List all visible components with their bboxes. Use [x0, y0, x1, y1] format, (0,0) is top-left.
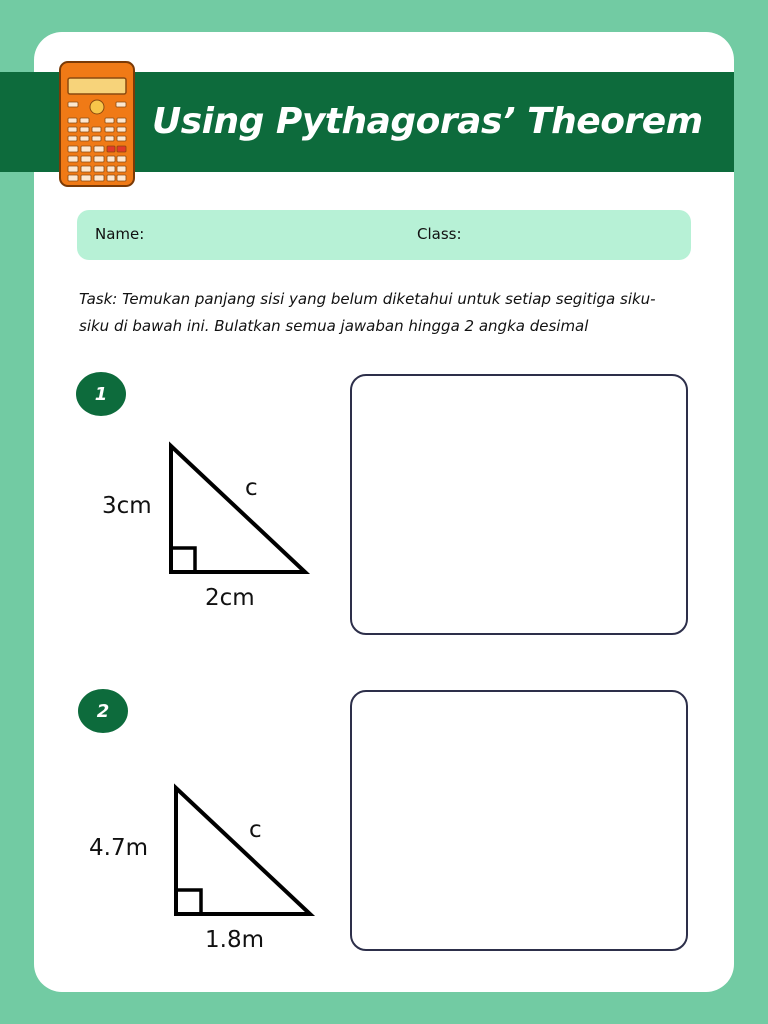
calculator-icon — [58, 60, 136, 188]
name-field-label: Name: — [95, 225, 145, 243]
page-title: Using Pythagoras’ Theorem — [152, 101, 703, 142]
hypotenuse-label: c — [249, 817, 262, 843]
answer-box-1[interactable] — [350, 374, 688, 635]
problem-number-badge: 1 — [76, 372, 126, 416]
right-triangle-1 — [164, 440, 314, 580]
answer-box-2[interactable] — [350, 690, 688, 951]
horizontal-side-label: 2cm — [205, 585, 255, 611]
vertical-side-label: 4.7m — [89, 835, 148, 861]
problem-number-badge: 2 — [78, 689, 128, 733]
class-field-label: Class: — [417, 225, 462, 243]
right-angle-marker-icon — [171, 548, 195, 572]
task-instructions: Task: Temukan panjang sisi yang belum diketahui untuk setiap segitiga siku-siku di bawah ini. Bulatkan semua jawaban hingga 2 angka desimal — [79, 290, 656, 335]
right-triangle-2 — [169, 782, 319, 922]
hypotenuse-label: c — [245, 475, 258, 501]
vertical-side-label: 3cm — [102, 493, 152, 519]
horizontal-side-label: 1.8m — [205, 927, 264, 953]
name-class-bar — [77, 210, 691, 260]
right-angle-marker-icon — [176, 890, 201, 914]
